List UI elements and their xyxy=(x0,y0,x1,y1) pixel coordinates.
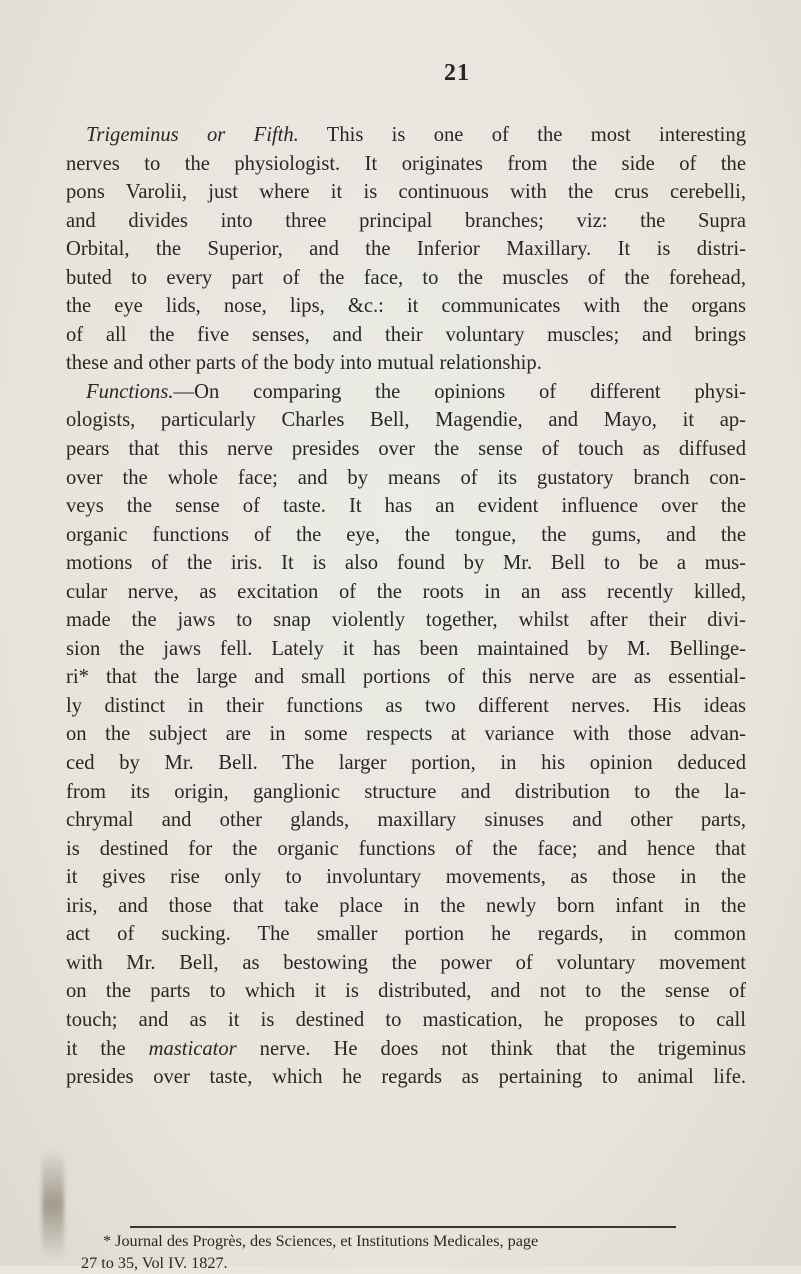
text-run: motions of the iris. It is also found by Mr. Bell to be a mus- xyxy=(66,552,746,575)
text-line xyxy=(66,863,746,892)
text-run: veys the sense of taste. It has an evident influence over the xyxy=(66,495,746,518)
text-line xyxy=(66,835,746,864)
text-line xyxy=(66,1006,746,1035)
text-line xyxy=(66,920,746,949)
text-line xyxy=(66,435,746,464)
footnote-line: * Journal des Progrès, des Sciences, et Institutions Medicales, page xyxy=(103,1232,539,1250)
text-run: This is one of the most interesting xyxy=(298,124,746,146)
text-line xyxy=(66,406,746,435)
text-run: organic functions of the eye, the tongue, the gums, and the xyxy=(66,523,746,546)
text-line xyxy=(66,235,746,264)
text-line xyxy=(66,378,746,407)
text-run: sion the jaws fell. Lately it has been maintained by M. Bellinge- xyxy=(66,637,746,660)
text-run: buted to every part of the face, to the muscles of the forehead, xyxy=(66,266,746,289)
text-line xyxy=(66,178,746,207)
text-line xyxy=(66,464,746,493)
text-line xyxy=(66,321,746,350)
text-run: over the whole face; and by means of its gustatory branch con- xyxy=(66,466,746,489)
text-run: ri* that the large and small portions of this nerve are as essential- xyxy=(66,666,746,689)
text-line xyxy=(66,720,746,749)
text-line xyxy=(66,492,746,521)
page-stain xyxy=(42,1150,64,1260)
text-line xyxy=(66,349,746,378)
text-run: it gives rise only to involuntary movements, as those in the xyxy=(66,866,746,889)
text-line xyxy=(66,692,746,721)
footnote-line: 27 to 35, Vol IV. 1827. xyxy=(81,1254,228,1272)
footnote xyxy=(81,1230,749,1274)
text-line xyxy=(66,892,746,921)
footnote-divider xyxy=(130,1226,676,1228)
text-run: iris, and those that take place in the newly born infant in the xyxy=(66,894,746,917)
text-line xyxy=(66,606,746,635)
text-line xyxy=(66,578,746,607)
italic-term: Functions. xyxy=(86,380,174,403)
text-line xyxy=(66,635,746,664)
text-run: these and other parts of the body into mutual relationship. xyxy=(66,352,542,375)
body-text xyxy=(66,121,746,1092)
text-run: ologists, particularly Charles Bell, Magendie, and Mayo, it ap- xyxy=(66,409,746,432)
text-line xyxy=(66,806,746,835)
text-line xyxy=(66,1035,746,1064)
text-run: pears that this nerve presides over the sense of touch as diffused xyxy=(66,438,746,461)
text-run: chrymal and other glands, maxillary sinuses and other parts, xyxy=(66,809,746,832)
text-line xyxy=(66,977,746,1006)
text-line xyxy=(66,1063,746,1092)
text-run: on the parts to which it is distributed, and not to the sense of xyxy=(66,980,746,1003)
text-run: of all the five senses, and their voluntary muscles; and brings xyxy=(66,323,746,346)
text-line xyxy=(66,207,746,236)
text-line xyxy=(66,292,746,321)
text-run: and divides into three principal branches; viz: the Supra xyxy=(66,209,746,232)
text-run: nerves to the physiologist. It originates from the side of the xyxy=(66,152,746,175)
text-line xyxy=(66,121,746,150)
text-run: is destined for the organic functions of the face; and hence that xyxy=(66,837,746,860)
text-line xyxy=(66,749,746,778)
text-run: touch; and as it is destined to mastication, he proposes to call xyxy=(66,1008,746,1031)
text-run: ced by Mr. Bell. The larger portion, in his opinion deduced xyxy=(66,752,746,775)
text-run: pons Varolii, just where it is continuous with the crus cerebelli, xyxy=(66,181,746,204)
text-line xyxy=(66,521,746,550)
text-run: act of sucking. The smaller portion he regards, in common xyxy=(66,923,746,946)
text-run: Orbital, the Superior, and the Inferior Maxillary. It is distri- xyxy=(66,238,746,261)
italic-term: Trigeminus or Fifth. xyxy=(86,124,299,146)
text-run: it the xyxy=(66,1037,149,1060)
page-number: 21 xyxy=(444,60,470,86)
text-line xyxy=(66,663,746,692)
text-line xyxy=(66,549,746,578)
text-run: ly distinct in their functions as two different nerves. His ideas xyxy=(66,694,746,717)
text-run: the eye lids, nose, lips, &c.: it communicates with the organs xyxy=(66,295,746,318)
text-line xyxy=(66,150,746,179)
text-run: on the subject are in some respects at variance with those advan- xyxy=(66,723,746,746)
text-run: from its origin, ganglionic structure and distribution to the la- xyxy=(66,780,746,803)
text-run: made the jaws to snap violently together, whilst after their divi- xyxy=(66,609,746,632)
text-run: with Mr. Bell, as bestowing the power of voluntary movement xyxy=(66,951,746,974)
text-run: —On comparing the opinions of different physi- xyxy=(173,380,746,403)
text-line xyxy=(66,778,746,807)
italic-term: masticator xyxy=(148,1037,237,1060)
text-run: nerve. He does not think that the trigeminus xyxy=(236,1037,746,1060)
text-run: presides over taste, which he regards as pertaining to animal life. xyxy=(66,1066,746,1089)
text-run: cular nerve, as excitation of the roots in an ass recently killed, xyxy=(66,580,746,603)
text-line xyxy=(66,949,746,978)
text-line xyxy=(66,264,746,293)
